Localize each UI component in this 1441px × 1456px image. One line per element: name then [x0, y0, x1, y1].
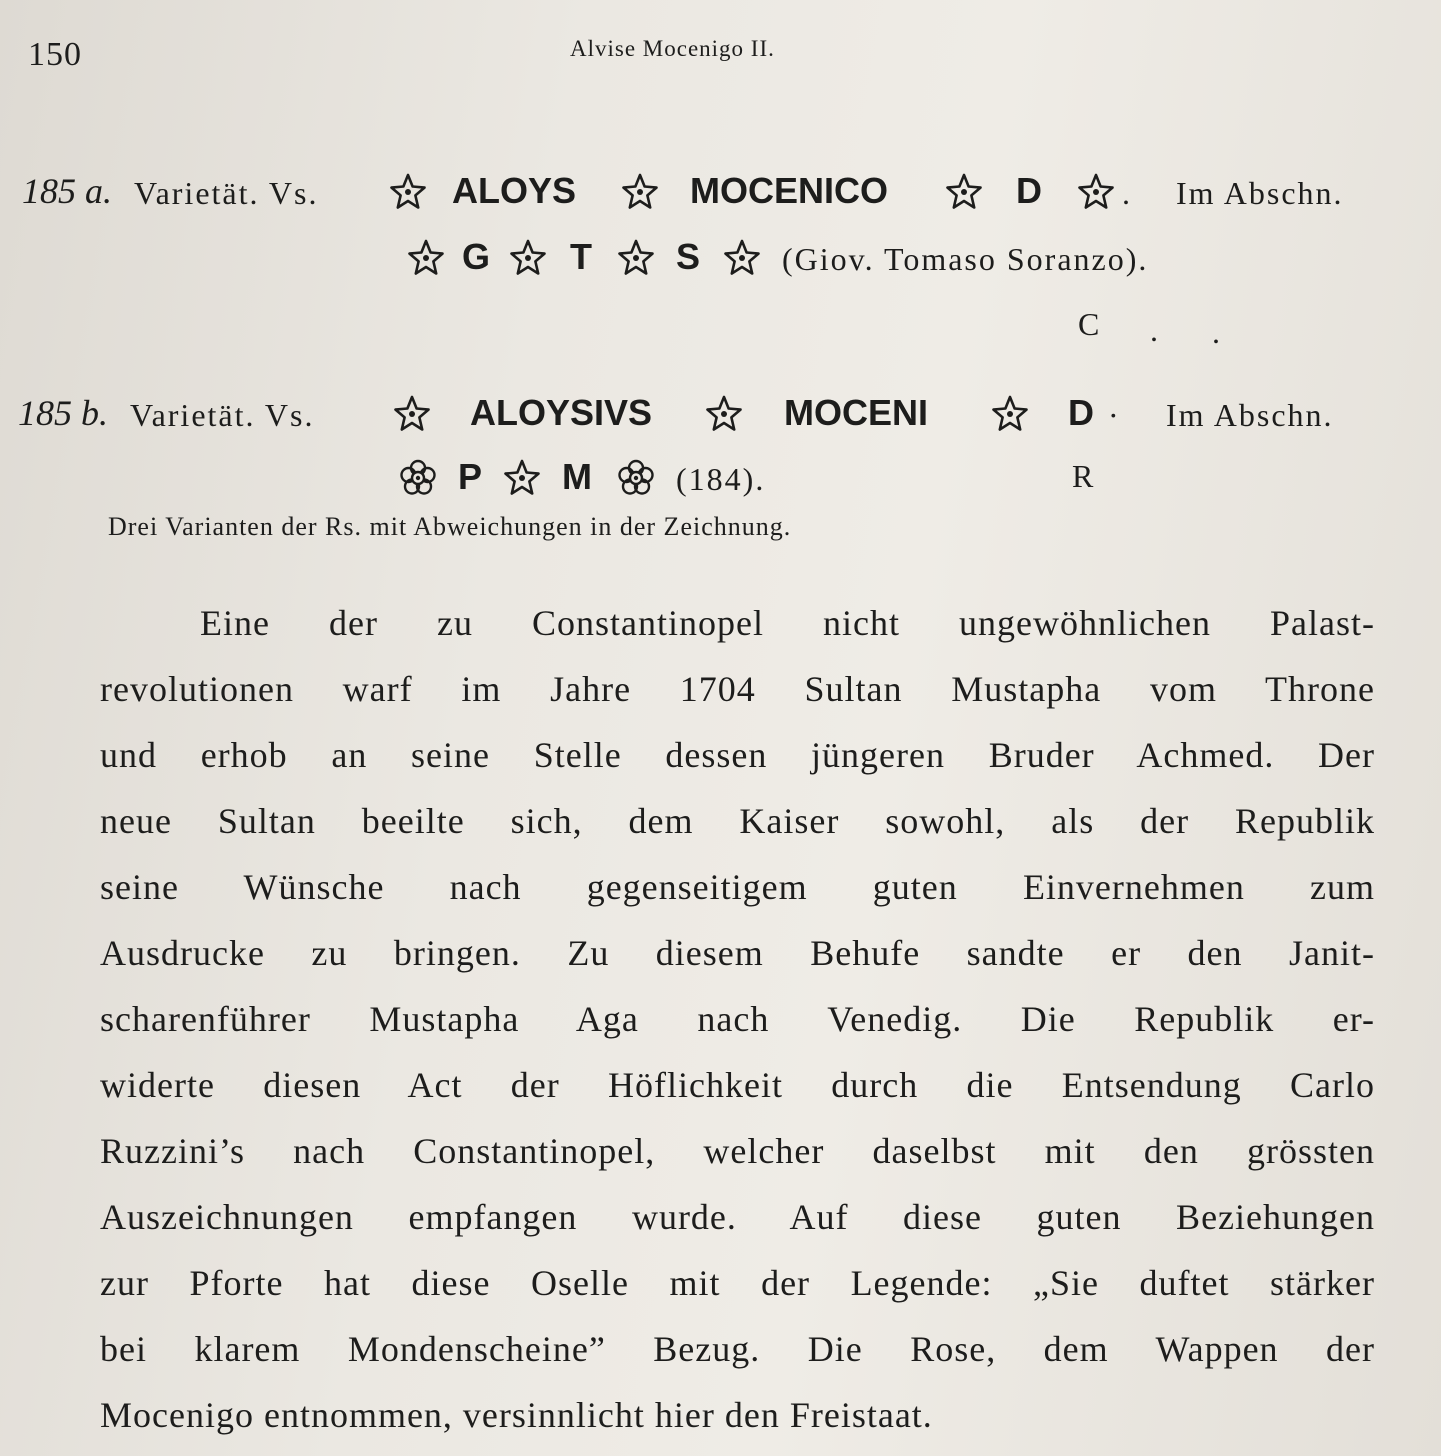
star-icon: [406, 238, 446, 278]
body-line: Ruzzini’s nach Constantinopel, welcher daselbst mit den grössten: [100, 1131, 1375, 1171]
variants-note: Drei Varianten der Rs. mit Abweichungen in der Zeichnung.: [108, 512, 792, 541]
body-line: neue Sultan beeilte sich, dem Kaiser sowohl, als der Republik: [100, 801, 1375, 841]
entry-label: Varietät. Vs.: [134, 175, 319, 211]
body-line: Mocenigo entnommen, versinnlicht hier den Freistaat.: [100, 1395, 933, 1435]
entry-note: (Giov. Tomaso Soranzo).: [782, 241, 1149, 277]
legend-letter: T: [570, 236, 592, 277]
body-line: Ausdrucke zu bringen. Zu diesem Behufe sandte er den Janit-: [100, 933, 1375, 973]
exergue-label: Im Abschn.: [1166, 397, 1334, 433]
star-icon: [502, 458, 542, 498]
legend-word: MOCENI: [784, 392, 928, 433]
body-line: widerte diesen Act der Höflichkeit durch die Entsendung Carlo: [100, 1065, 1375, 1105]
star-icon: [620, 172, 660, 212]
legend-word: D: [1068, 392, 1094, 433]
entry-185b-line-2: [0, 446, 1441, 506]
star-icon: [1076, 172, 1116, 212]
legend-letter: P: [458, 456, 483, 497]
legend-dot: ·: [1108, 397, 1121, 433]
body-line: zur Pforte hat diese Oselle mit der Legende: „Sie duftet stärker: [100, 1263, 1375, 1303]
entry-label: Varietät. Vs.: [130, 397, 315, 433]
legend-word: ALOYSIVS: [470, 392, 653, 433]
star-icon: [990, 394, 1030, 434]
body-line: revolutionen warf im Jahre 1704 Sultan Mustapha vom Throne: [100, 669, 1375, 709]
entry-185b-line-1: [0, 382, 1441, 442]
legend-word: MOCENICO: [690, 170, 888, 211]
star-icon: [722, 238, 762, 278]
legend-letter: S: [676, 236, 701, 277]
body-line: und erhob an seine Stelle dessen jüngeren Bruder Achmed. Der: [100, 735, 1375, 775]
body-line: scharenführer Mustapha Aga nach Venedig. Die Republik er-: [100, 999, 1375, 1039]
star-icon: [508, 238, 548, 278]
legend-letter: M: [562, 456, 592, 497]
entry-185a-line-1: [0, 160, 1441, 220]
legend-word: D: [1016, 170, 1042, 211]
legend-letter: G: [462, 236, 491, 277]
star-icon: [704, 394, 744, 434]
running-head: Alvise Mocenigo II.: [570, 36, 775, 61]
body-line: seine Wünsche nach gegenseitigem guten Einvernehmen zum: [100, 867, 1375, 907]
exergue-mark: .: [1150, 312, 1158, 348]
body-line: bei klarem Mondenscheine” Bezug. Die Rose, dem Wappen der: [100, 1329, 1375, 1369]
rose-icon: [616, 458, 656, 498]
entry-note: (184).: [676, 461, 766, 497]
legend-dot: .: [1122, 175, 1132, 211]
rose-icon: [398, 458, 438, 498]
exergue-mark: C: [1078, 306, 1100, 342]
exergue-mark: R: [1072, 458, 1094, 494]
entry-number: 185 a.: [22, 171, 112, 211]
exergue-label: Im Abschn.: [1176, 175, 1344, 211]
star-icon: [944, 172, 984, 212]
legend-word: ALOYS: [452, 170, 577, 211]
body-line: Eine der zu Constantinopel nicht ungewöhnlichen Palast-: [200, 603, 1375, 643]
entry-number: 185 b.: [18, 393, 108, 433]
entry-185a-line-2: [0, 226, 1441, 286]
star-icon: [388, 172, 428, 212]
star-icon: [616, 238, 656, 278]
body-line: Auszeichnungen empfangen wurde. Auf diese guten Beziehungen: [100, 1197, 1375, 1237]
page-number: 150: [28, 36, 82, 73]
exergue-mark: .: [1212, 314, 1220, 350]
body-paragraph: [100, 590, 1375, 1448]
star-icon: [392, 394, 432, 434]
